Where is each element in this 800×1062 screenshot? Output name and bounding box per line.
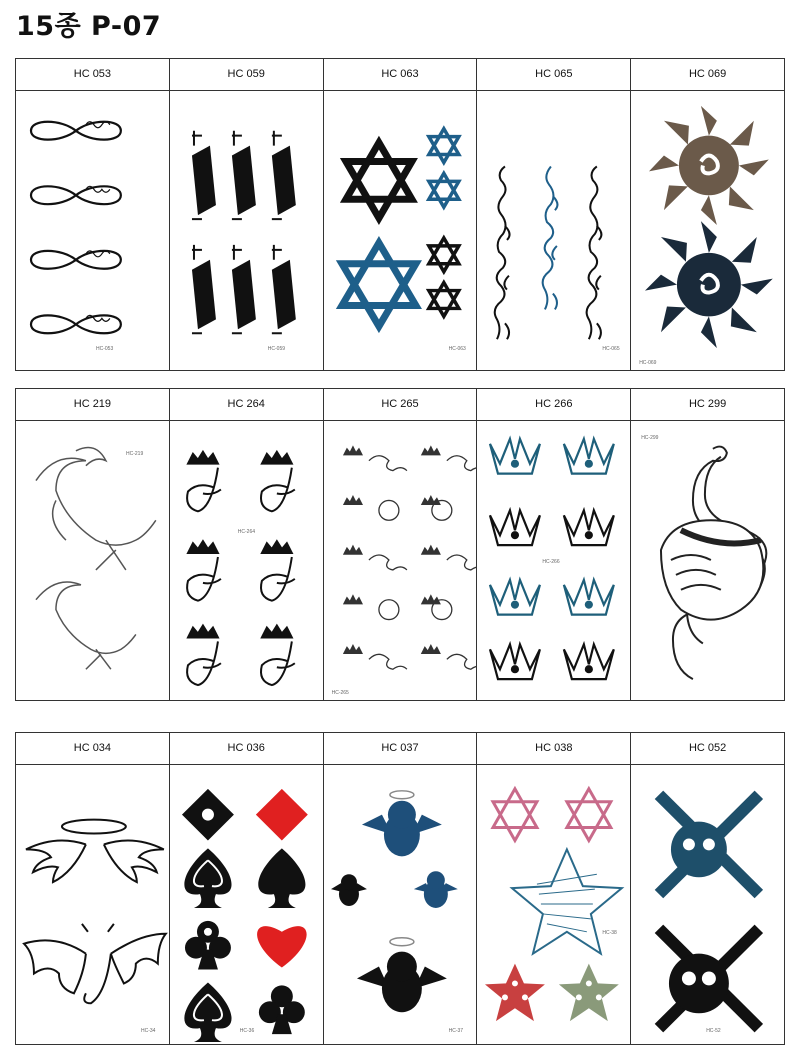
tattoo-cell[interactable] [631, 59, 784, 370]
tattoo-image-infinity [16, 91, 169, 370]
tattoo-cell[interactable] [170, 389, 324, 700]
tattoo-image-crown-letter [170, 421, 323, 700]
product-small-label: HC-299 [641, 435, 659, 441]
product-code: HC 063 [324, 59, 477, 91]
tattoo-row-2 [15, 388, 785, 701]
tattoo-cell[interactable] [16, 733, 170, 1044]
product-small-label: HC-059 [267, 346, 286, 352]
tattoo-cell[interactable] [631, 389, 784, 700]
tattoo-cell[interactable] [477, 389, 631, 700]
tattoo-cell[interactable] [631, 733, 784, 1044]
product-small-label: HC-219 [126, 451, 144, 457]
product-small-label: HC-37 [448, 1028, 464, 1034]
tattoo-image-card-suits [170, 765, 323, 1044]
product-code: HC 036 [170, 733, 323, 765]
tattoo-cell[interactable] [324, 733, 478, 1044]
product-small-label: HC-38 [602, 930, 617, 936]
tattoo-cell[interactable] [16, 389, 170, 700]
tattoo-row-3 [15, 732, 785, 1045]
tattoo-image-monument [170, 91, 323, 370]
product-code: HC 219 [16, 389, 169, 421]
product-code: HC 265 [324, 389, 477, 421]
product-code: HC 038 [477, 733, 630, 765]
tattoo-row-1 [15, 58, 785, 371]
product-small-label: HC-52 [706, 1028, 721, 1034]
tattoo-image-king-queen [324, 421, 477, 700]
tattoo-cell[interactable] [170, 733, 324, 1044]
tattoo-cell[interactable] [16, 59, 170, 370]
tattoo-image-star-of-david [324, 91, 477, 370]
product-code: HC 059 [170, 59, 323, 91]
tattoo-image-stars [477, 765, 630, 1044]
product-code: HC 034 [16, 733, 169, 765]
tattoo-cell[interactable] [170, 59, 324, 370]
tattoo-image-crowns [477, 421, 630, 700]
product-small-label: HC-264 [237, 529, 256, 535]
tattoo-image-snake-hand [631, 421, 784, 700]
tattoo-cell[interactable] [324, 389, 478, 700]
product-small-label: HC-265 [331, 690, 349, 696]
tattoo-image-tribal-sun [631, 91, 784, 370]
product-small-label: HC-36 [239, 1028, 255, 1034]
tattoo-image-angel-devil-wings [16, 765, 169, 1044]
page-title: 15종 P-07 [16, 11, 162, 42]
product-code: HC 065 [477, 59, 630, 91]
product-code: HC 264 [170, 389, 323, 421]
product-code: HC 069 [631, 59, 784, 91]
product-small-label: HC-266 [542, 559, 560, 565]
product-small-label: HC-063 [448, 346, 466, 352]
tattoo-image-script [477, 91, 630, 370]
product-small-label: HC-065 [602, 346, 620, 352]
tattoo-image-angel-cats [324, 765, 477, 1044]
tattoo-cell[interactable] [324, 59, 478, 370]
product-code: HC 266 [477, 389, 630, 421]
product-small-label: HC-34 [141, 1028, 156, 1034]
tattoo-cell[interactable] [477, 59, 631, 370]
product-code: HC 037 [324, 733, 477, 765]
product-code: HC 299 [631, 389, 784, 421]
product-code: HC 053 [16, 59, 169, 91]
product-code: HC 052 [631, 733, 784, 765]
tattoo-image-skull-crossbones [631, 765, 784, 1044]
product-small-label: HC-053 [96, 346, 114, 352]
product-small-label: HC-069 [639, 360, 657, 366]
tattoo-cell[interactable] [477, 733, 631, 1044]
tattoo-image-fox [16, 421, 169, 700]
